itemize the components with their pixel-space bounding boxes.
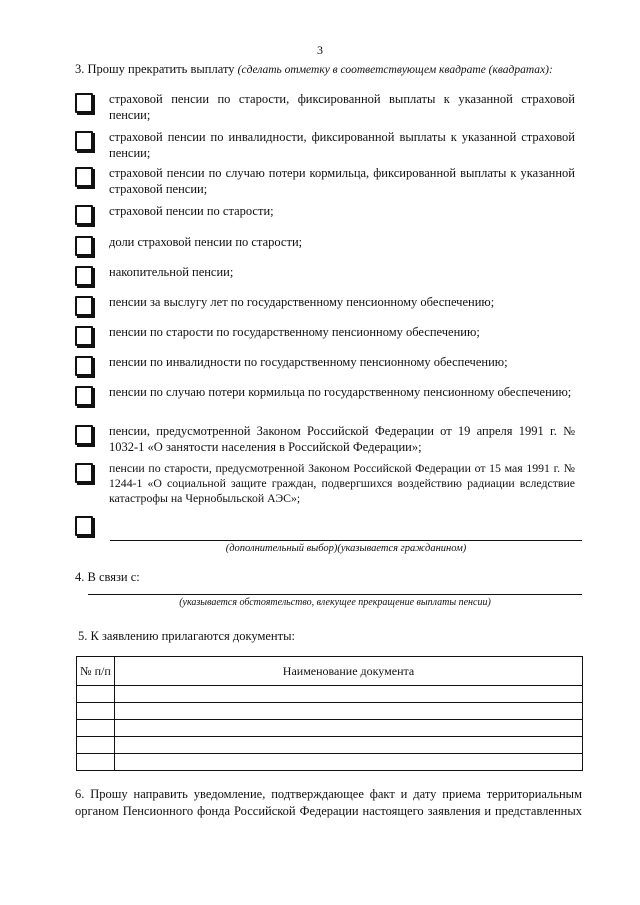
table-cell[interactable] (77, 737, 115, 754)
reason-caption: (указывается обстоятельство, влекущее прекращение выплаты пенсии) (179, 597, 491, 608)
section3-title-text: 3. Прошу прекратить выплату (75, 62, 235, 76)
section4-title: 4. В связи с: (75, 570, 140, 584)
additional-choice-line[interactable] (110, 540, 582, 541)
option-label: страховой пенсии по инвалидности, фиксированной выплаты к указанной страховой пенсии; (109, 130, 575, 160)
checkbox[interactable] (75, 236, 93, 256)
option-label: накопительной пенсии; (109, 265, 234, 279)
checkbox[interactable] (75, 266, 93, 286)
option-label: страховой пенсии по случаю потери кормильца, фиксированной выплаты к указанной страховой пенсии; (109, 166, 575, 196)
section3-title (75, 62, 553, 77)
option-label: доли страховой пенсии по старости; (109, 235, 303, 249)
section6-text: 6. Прошу направить уведомление, подтверждающее факт и дату приема территориальным органом Пенсионного фонда Российской Федерации настоящего заявления и представленных (75, 787, 582, 818)
table-cell[interactable] (115, 737, 583, 754)
table-header-row (77, 657, 583, 686)
section5-title: 5. К заявлению прилагаются документы: (78, 629, 295, 643)
checkbox[interactable] (75, 326, 93, 346)
checkbox[interactable] (75, 131, 93, 151)
checkbox[interactable] (75, 356, 93, 376)
table-row (77, 686, 583, 703)
table-cell[interactable] (77, 686, 115, 703)
option-label: пенсии за выслугу лет по государственному пенсионному обеспечению; (109, 295, 495, 309)
checkbox[interactable] (75, 425, 93, 445)
option-label: страховой пенсии по старости; (109, 204, 274, 218)
page-number: 3 (317, 43, 323, 57)
checkbox[interactable] (75, 93, 93, 113)
table-row (77, 720, 583, 737)
table-cell[interactable] (115, 720, 583, 737)
reason-line[interactable] (88, 594, 582, 595)
option-label: пенсии по старости по государственному пенсионному обеспечению; (109, 325, 480, 339)
table-cell[interactable] (115, 686, 583, 703)
section3-note: (сделать отметку в соответствующем квадрате (квадратах): (237, 64, 553, 76)
additional-choice-caption: (дополнительный выбор)(указывается гражданином) (225, 543, 467, 554)
table-row (77, 703, 583, 720)
option-label: пенсии, предусмотренной Законом Российской Федерации от 19 апреля 1991 г. № 1032-1 «О занятости населения в Российской Федерации»; (109, 424, 575, 454)
table-cell[interactable] (115, 703, 583, 720)
column-header-number: № п/п (77, 657, 115, 686)
table-cell[interactable] (77, 754, 115, 771)
table-row (77, 754, 583, 771)
option-label: пенсии по инвалидности по государственному пенсионному обеспечению; (109, 355, 508, 369)
checkbox[interactable] (75, 205, 93, 225)
option-label: страховой пенсии по старости, фиксированной выплаты к указанной страховой пенсии; (109, 92, 575, 122)
checkbox[interactable] (75, 463, 93, 483)
table-row (77, 737, 583, 754)
column-header-document-name: Наименование документа (115, 657, 583, 686)
table-cell[interactable] (77, 703, 115, 720)
checkbox[interactable] (75, 386, 93, 406)
table-cell[interactable] (77, 720, 115, 737)
checkbox[interactable] (75, 296, 93, 316)
checkbox[interactable] (75, 516, 93, 536)
checkbox[interactable] (75, 167, 93, 187)
documents-table (76, 656, 583, 771)
option-label: пенсии по старости, предусмотренной Законом Российской Федерации от 15 мая 1991 г. № 1244-1 «О социальной защите граждан, подвергшихся воздействию радиации вследствие катастрофы на Чернобыльской АЭС»; (109, 461, 575, 505)
table-cell[interactable] (115, 754, 583, 771)
option-label: пенсии по случаю потери кормильца по государственному пенсионному обеспечению; (109, 385, 572, 399)
